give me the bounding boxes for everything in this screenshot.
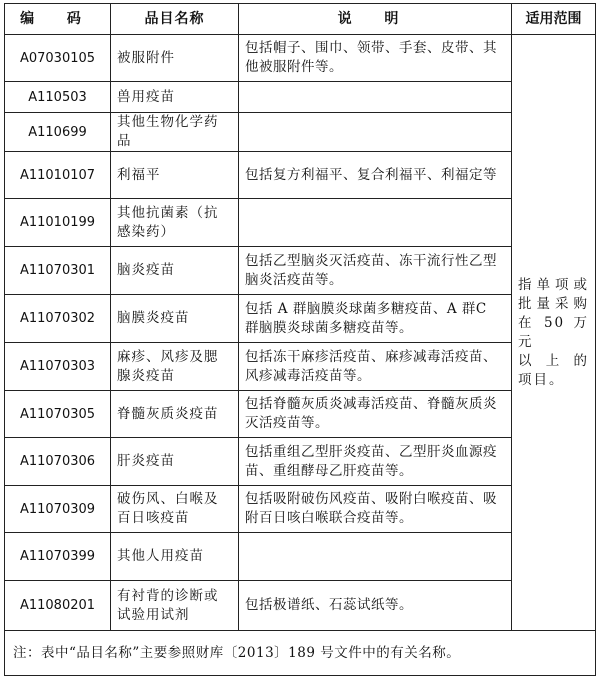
- row-name: 脑膜炎疫苗: [111, 295, 239, 343]
- row-code: A11070305: [5, 391, 111, 438]
- table-row: [5, 247, 596, 295]
- row-code: A11010199: [5, 199, 111, 247]
- row-code: A11070302: [5, 295, 111, 343]
- header-name: 品目名称: [111, 4, 239, 35]
- row-name: 兽用疫苗: [111, 82, 239, 113]
- row-desc: 包括冻干麻疹活疫苗、麻疹减毒活疫苗、风疹减毒活疫苗等。: [239, 343, 512, 391]
- row-desc: 包括重组乙型肝炎疫苗、乙型肝炎血源疫苗、重组酵母乙肝疫苗等。: [239, 438, 512, 486]
- row-desc: [239, 113, 512, 152]
- row-name: 其他生物化学药品: [111, 113, 239, 152]
- scope-line: 在 50 万元: [518, 314, 589, 350]
- row-code: A11070301: [5, 247, 111, 295]
- row-code: A07030105: [5, 35, 111, 82]
- row-desc: [239, 199, 512, 247]
- row-name: 被服附件: [111, 35, 239, 82]
- row-name: 肝炎疫苗: [111, 438, 239, 486]
- row-desc: 包括乙型脑炎灭活疫苗、冻干流行性乙型脑炎活疫苗等。: [239, 247, 512, 295]
- table-row: [5, 438, 596, 486]
- row-desc: 包括极谱纸、石蕊试纸等。: [239, 581, 512, 631]
- row-desc: 包括吸附破伤风疫苗、吸附白喉疫苗、吸附百日咳白喉联合疫苗等。: [239, 486, 512, 533]
- table-row: [5, 35, 596, 82]
- row-code: A11070309: [5, 486, 111, 533]
- row-desc: [239, 82, 512, 113]
- scope-line: 批量采购: [518, 295, 589, 312]
- row-desc: 包括复方利福平、复合利福平、利福定等: [239, 152, 512, 199]
- catalog-table: [4, 3, 596, 676]
- header-scope: 适用范围: [512, 4, 596, 35]
- row-name: 脑炎疫苗: [111, 247, 239, 295]
- scope-cell: [512, 35, 596, 631]
- row-name: 破伤风、白喉及百日咳疫苗: [111, 486, 239, 533]
- table-row: [5, 343, 596, 391]
- table-row: [5, 533, 596, 581]
- table-note: 注：表中“品目名称”主要参照财库〔2013〕189 号文件中的有关名称。: [5, 631, 596, 676]
- table-row: [5, 113, 596, 152]
- note-row: [5, 631, 596, 676]
- row-code: A11080201: [5, 581, 111, 631]
- row-desc: 包括脊髓灰质炎减毒活疫苗、脊髓灰质炎灭活疫苗等。: [239, 391, 512, 438]
- table-row: [5, 581, 596, 631]
- table-row: [5, 82, 596, 113]
- row-code: A11070399: [5, 533, 111, 581]
- header-code: 编 码: [5, 4, 111, 35]
- table-row: [5, 152, 596, 199]
- row-code: A110503: [5, 82, 111, 113]
- scope-line: 指单项或: [518, 276, 589, 293]
- header-desc: 说 明: [239, 4, 512, 35]
- row-name: 其他抗菌素（抗感染药）: [111, 199, 239, 247]
- row-code: A110699: [5, 113, 111, 152]
- row-name: 有衬背的诊断或试验用试剂: [111, 581, 239, 631]
- table-body: [5, 35, 596, 676]
- row-desc: 包括 A 群脑膜炎球菌多糖疫苗、A 群C 群脑膜炎球菌多糖疫苗等。: [239, 295, 512, 343]
- row-name: 其他人用疫苗: [111, 533, 239, 581]
- table-row: [5, 199, 596, 247]
- procurement-catalog-sheet: [4, 3, 595, 681]
- row-desc: [239, 533, 512, 581]
- row-name: 利福平: [111, 152, 239, 199]
- row-code: A11070303: [5, 343, 111, 391]
- row-name: 麻疹、风疹及腮腺炎疫苗: [111, 343, 239, 391]
- table-row: [5, 391, 596, 438]
- scope-line: 项目。: [518, 371, 565, 388]
- table-row: [5, 295, 596, 343]
- row-code: A11010107: [5, 152, 111, 199]
- scope-line: 以 上 的: [518, 352, 589, 369]
- table-row: [5, 486, 596, 533]
- row-name: 脊髓灰质炎疫苗: [111, 391, 239, 438]
- row-desc: 包括帽子、围巾、领带、手套、皮带、其他被服附件等。: [239, 35, 512, 82]
- table-header-row: [5, 4, 596, 35]
- row-code: A11070306: [5, 438, 111, 486]
